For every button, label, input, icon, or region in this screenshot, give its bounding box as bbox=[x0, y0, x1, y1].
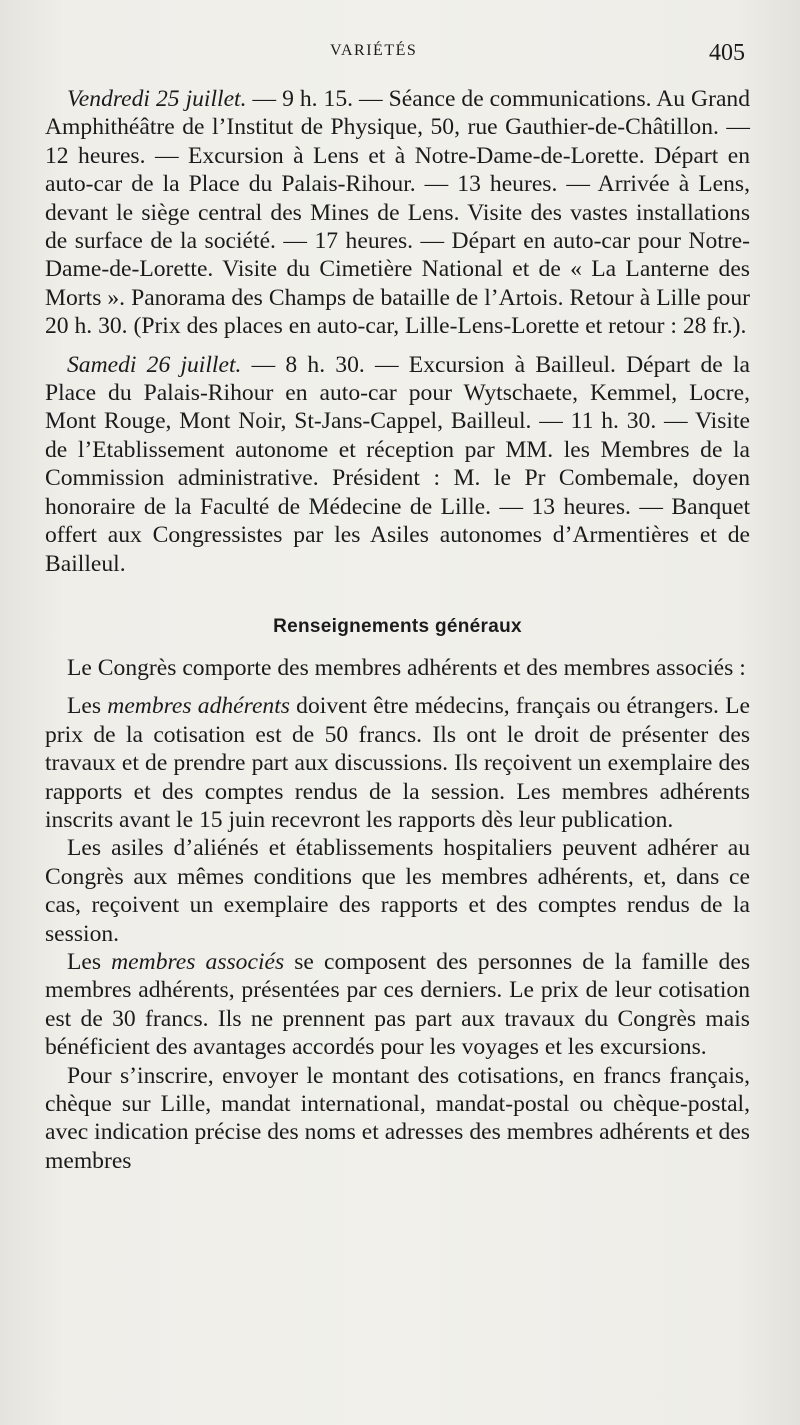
paragraph-saturday bbox=[45, 351, 750, 578]
adherent-lead: Les bbox=[67, 693, 108, 720]
running-title: VARIÉTÉS bbox=[330, 42, 418, 59]
paragraph-associate-members bbox=[45, 948, 750, 1062]
section-title: Renseignements généraux bbox=[273, 615, 522, 637]
adherent-term: membres adhérents bbox=[107, 693, 290, 720]
paragraph-asylums: Les asiles d’aliénés et établissements hospitaliers peuvent adhérer au Congrès aux mêmes conditions que les membres adhérents, et, dans ce cas, reçoivent un exemplaire des rapports et des comptes rendus de la session. bbox=[45, 835, 750, 947]
date-saturday: Samedi 26 juillet. bbox=[67, 351, 242, 378]
page-number: 405 bbox=[709, 40, 745, 66]
paragraph-members-intro: Le Congrès comporte des membres adhérents et des membres associés : bbox=[67, 654, 746, 681]
saturday-program: — 8 h. 30. — Excursion à Bailleul. Départ de la Place du Palais-Rihour en auto-car pour Wytschaete, Kemmel, Locre, Mont Rouge, Mont Noir, St-Jans-Cappel, Bailleul. — 11 h. 30. — Visite de l’Etablissement autonome et réception par MM. les Membres de la Commission administrative. Président : M. le Pr Combemale, doyen honoraire de la Faculté de Médecine de Lille. — 13 heures. — Banquet offert aux Congressistes par les Asiles autonomes d’Armentières et de Bailleul. bbox=[45, 351, 751, 577]
paragraph-registration: Pour s’inscrire, envoyer le montant des cotisations, en francs français, chèque sur Lille, mandat international, mandat-postal ou chèque-postal, avec indication précise des noms et adresses des membres adhérents et des membres bbox=[45, 1062, 750, 1174]
friday-program: — 9 h. 15. — Séance de communications. Au Grand Amphithéâtre de l’Institut de Physique, 50, rue Gauthier-de-Châtillon. — 12 heures. — Excursion à Lens et à Notre-Dame-de-Lorette. Départ en auto-car de la Place du Palais-Rihour. — 13 heures. — Arrivée à Lens, devant le siège central des Mines de Lens. Visite des vastes installations de surface de la société. — 17 heures. — Départ en auto-car pour Notre-Dame-de-Lorette. Visite du Cimetière National et de « La Lanterne des Morts ». Panorama des Champs de bataille de l’Artois. Retour à Lille pour 20 h. 30. (Prix des places en auto-car, Lille-Lens-Lorette et retour : 28 fr.). bbox=[45, 86, 751, 340]
associate-lead: Les bbox=[67, 948, 112, 975]
adherent-text: doivent être médecins, français ou étrangers. Le prix de la cotisation est de 50 francs. Ils ont le droit de présenter des travaux et de prendre part aux discussions. Ils reçoivent un exemplaire des rapports et des comptes rendus de la session. Les membres adhérents inscrits avant le 15 juin recevront les rapports dès leur publication. bbox=[45, 693, 750, 833]
associate-term: membres associés bbox=[111, 948, 285, 975]
paragraph-adherent-members bbox=[45, 692, 750, 834]
body-text bbox=[45, 85, 750, 1175]
paragraph-friday bbox=[45, 85, 750, 341]
associate-text: se composent des personnes de la famille des membres adhérents, présentées par ces derniers. Le prix de leur cotisation est de 30 francs. Ils ne prennent pas part aux travaux du Congrès mais bénéficient des avantages accordés pour les voyages et les excursions. bbox=[45, 948, 751, 1061]
page-header bbox=[40, 36, 745, 76]
date-friday: Vendredi 25 juillet. bbox=[67, 86, 247, 112]
